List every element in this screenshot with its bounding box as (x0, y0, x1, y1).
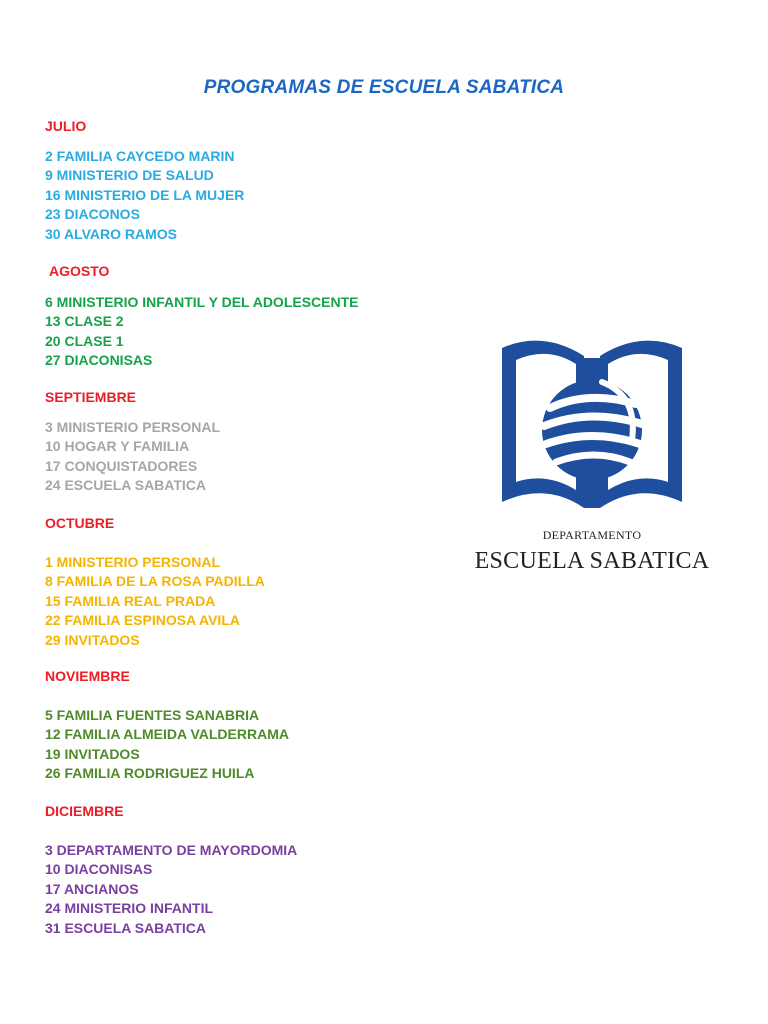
list-item: 15 FAMILIA REAL PRADA (45, 592, 216, 609)
list-item: 19 INVITADOS (45, 745, 140, 762)
list-item: 17 CONQUISTADORES (45, 457, 198, 474)
list-item: 1 MINISTERIO PERSONAL (45, 554, 221, 570)
list-item: 17 ANCIANOS (45, 880, 139, 897)
list-item: 13 CLASE 2 (45, 313, 124, 330)
list-item: 23 DIACONOS (45, 206, 140, 223)
list-item: 3 DEPARTAMENTO DE MAYORDOMIA (45, 842, 298, 858)
list-item: 10 HOGAR Y FAMILIA (45, 438, 190, 455)
list-item: 16 MINISTERIO DE LA MUJER (45, 186, 245, 203)
list-item: 3 MINISTERIO PERSONAL (45, 419, 221, 435)
month-section-diciembre (45, 802, 297, 938)
program-list (45, 293, 359, 371)
logo-name: ESCUELA SABATICA (474, 548, 710, 574)
list-item: 5 FAMILIA FUENTES SANABRIA (45, 707, 260, 723)
list-item: 8 FAMILIA DE LA ROSA PADILLA (45, 573, 265, 590)
list-item: 12 FAMILIA ALMEIDA VALDERRAMA (45, 726, 289, 743)
month-heading: OCTUBRE (45, 515, 115, 531)
month-heading: DICIEMBRE (45, 803, 124, 819)
page-title: PROGRAMAS DE ESCUELA SABATICA (203, 76, 565, 98)
logo-department-label: DEPARTAMENTO (542, 528, 642, 542)
program-list (45, 841, 297, 938)
list-item: 20 CLASE 1 (45, 332, 124, 349)
month-heading: AGOSTO (49, 263, 110, 279)
list-item: 6 MINISTERIO INFANTIL Y DEL ADOLESCENTE (45, 294, 359, 310)
program-list (45, 147, 244, 244)
program-list (45, 706, 289, 784)
list-item: 10 DIACONISAS (45, 861, 153, 878)
list-item: 26 FAMILIA RODRIGUEZ HUILA (45, 765, 255, 782)
department-logo (462, 330, 722, 580)
list-item: 31 ESCUELA SABATICA (45, 919, 207, 936)
month-section-julio (45, 117, 244, 244)
program-list (45, 418, 220, 496)
list-item: 9 MINISTERIO DE SALUD (45, 167, 214, 184)
list-item: 24 MINISTERIO INFANTIL (45, 900, 214, 917)
month-heading: SEPTIEMBRE (45, 389, 137, 405)
month-section-octubre (45, 514, 265, 650)
month-section-noviembre (45, 667, 289, 784)
month-section-agosto (45, 262, 359, 371)
program-list (45, 553, 265, 650)
month-heading: NOVIEMBRE (45, 668, 130, 684)
month-section-septiembre (45, 388, 220, 496)
month-heading: JULIO (45, 118, 87, 134)
open-book-globe-icon (498, 330, 686, 510)
list-item: 2 FAMILIA CAYCEDO MARIN (45, 148, 235, 164)
list-item: 22 FAMILIA ESPINOSA AVILA (45, 612, 240, 629)
list-item: 30 ALVARO RAMOS (45, 225, 177, 242)
list-item: 29 INVITADOS (45, 631, 140, 648)
list-item: 24 ESCUELA SABATICA (45, 477, 207, 494)
list-item: 27 DIACONISAS (45, 352, 153, 369)
